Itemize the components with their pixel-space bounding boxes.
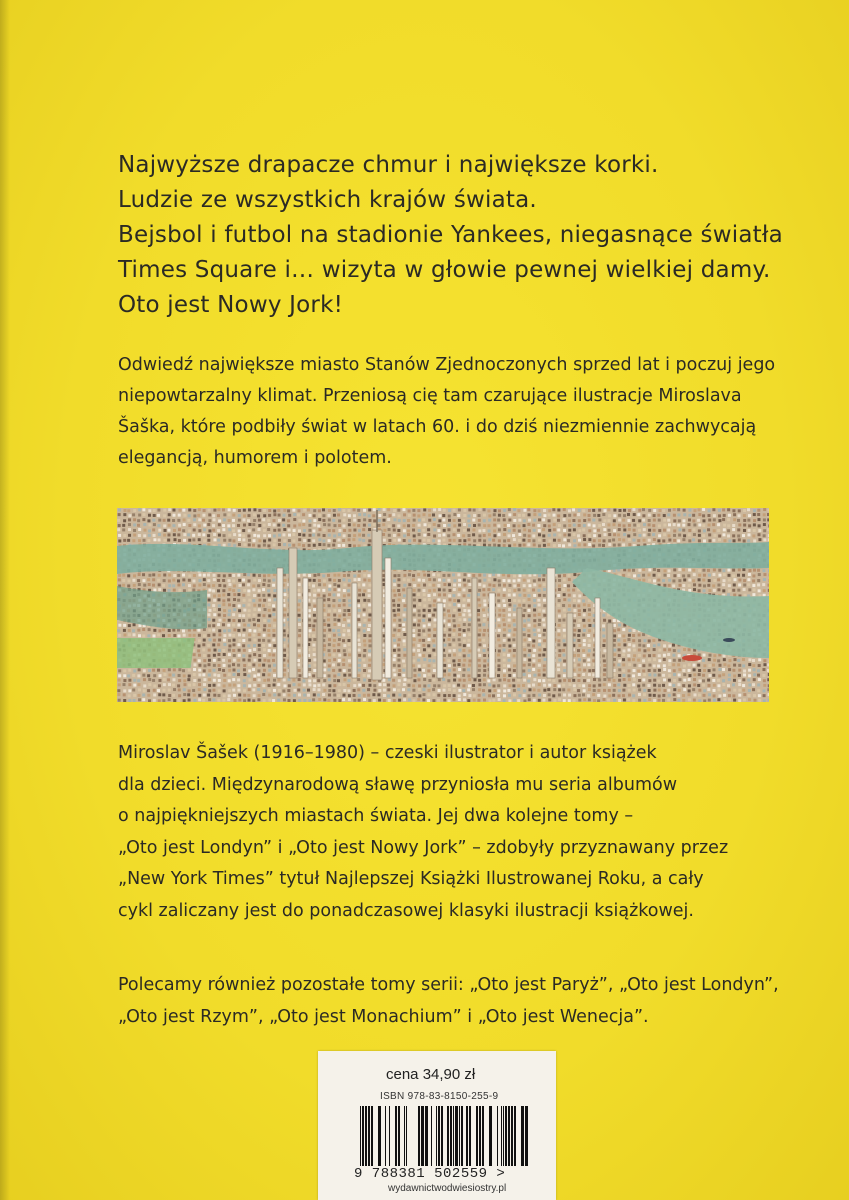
price-sticker: [318, 1051, 556, 1200]
spine-shadow: [0, 0, 10, 1200]
intro-line: Ludzie ze wszystkich krajów świata.: [118, 187, 537, 213]
recommend-paragraph: [118, 970, 818, 1033]
description-line: niepowtarzalny klimat. Przeniosą cię tam czarujące ilustracje Miroslava: [118, 386, 742, 406]
bio-line: „Oto jest Londyn” i „Oto jest Nowy Jork” – zdobyły przyznawany przez: [118, 837, 729, 858]
bio-line: cykl zaliczany jest do ponadczasowej klasyki ilustracji książkowej.: [118, 900, 694, 921]
intro-line: Times Square i… wizyta w głowie pewnej wielkiej damy.: [118, 257, 771, 283]
new-york-illustration: [117, 508, 769, 702]
isbn-label: ISBN 978-83-8150-255-9: [380, 1091, 499, 1102]
description-line: Šaška, które podbiły świat w latach 60. i do dziś niezmiennie zachwycają: [118, 417, 757, 437]
city-skyline-image: [117, 508, 769, 702]
price-label: cena 34,90 zł: [386, 1066, 476, 1083]
bio-line: dla dzieci. Międzynarodową sławę przyniosła mu seria albumów: [118, 774, 678, 795]
intro-paragraph: [118, 148, 818, 323]
intro-line: Bejsbol i futbol na stadionie Yankees, niegasnące światła: [118, 222, 783, 248]
bio-line: „New York Times” tytuł Najlepszej Książki Ilustrowanej Roku, a cały: [118, 869, 704, 889]
description-paragraph: [118, 350, 818, 474]
recommend-line: Polecamy również pozostałe tomy serii: „Oto jest Paryż”, „Oto jest Londyn”,: [118, 975, 779, 995]
bio-line: o najpiękniejszych miastach świata. Jej dwa kolejne tomy –: [118, 806, 634, 826]
intro-line: Najwyższe drapacze chmur i największe korki.: [118, 152, 659, 178]
barcode-digits: 9 788381 502559 >: [354, 1166, 506, 1182]
bio-line: Miroslav Šašek (1916–1980) – czeski ilustrator i autor książek: [118, 743, 657, 763]
publisher-website: wydawnictwodwiesiostry.pl: [388, 1183, 507, 1194]
barcode-icon: [354, 1106, 544, 1166]
recommend-line: „Oto jest Rzym”, „Oto jest Monachium” i „Oto jest Wenecja”.: [118, 1006, 649, 1027]
intro-line: Oto jest Nowy Jork!: [118, 292, 344, 318]
author-bio-paragraph: [118, 738, 818, 927]
description-line: elegancją, humorem i polotem.: [118, 448, 392, 468]
description-line: Odwiedź największe miasto Stanów Zjednoczonych sprzed lat i poczuj jego: [118, 355, 776, 375]
